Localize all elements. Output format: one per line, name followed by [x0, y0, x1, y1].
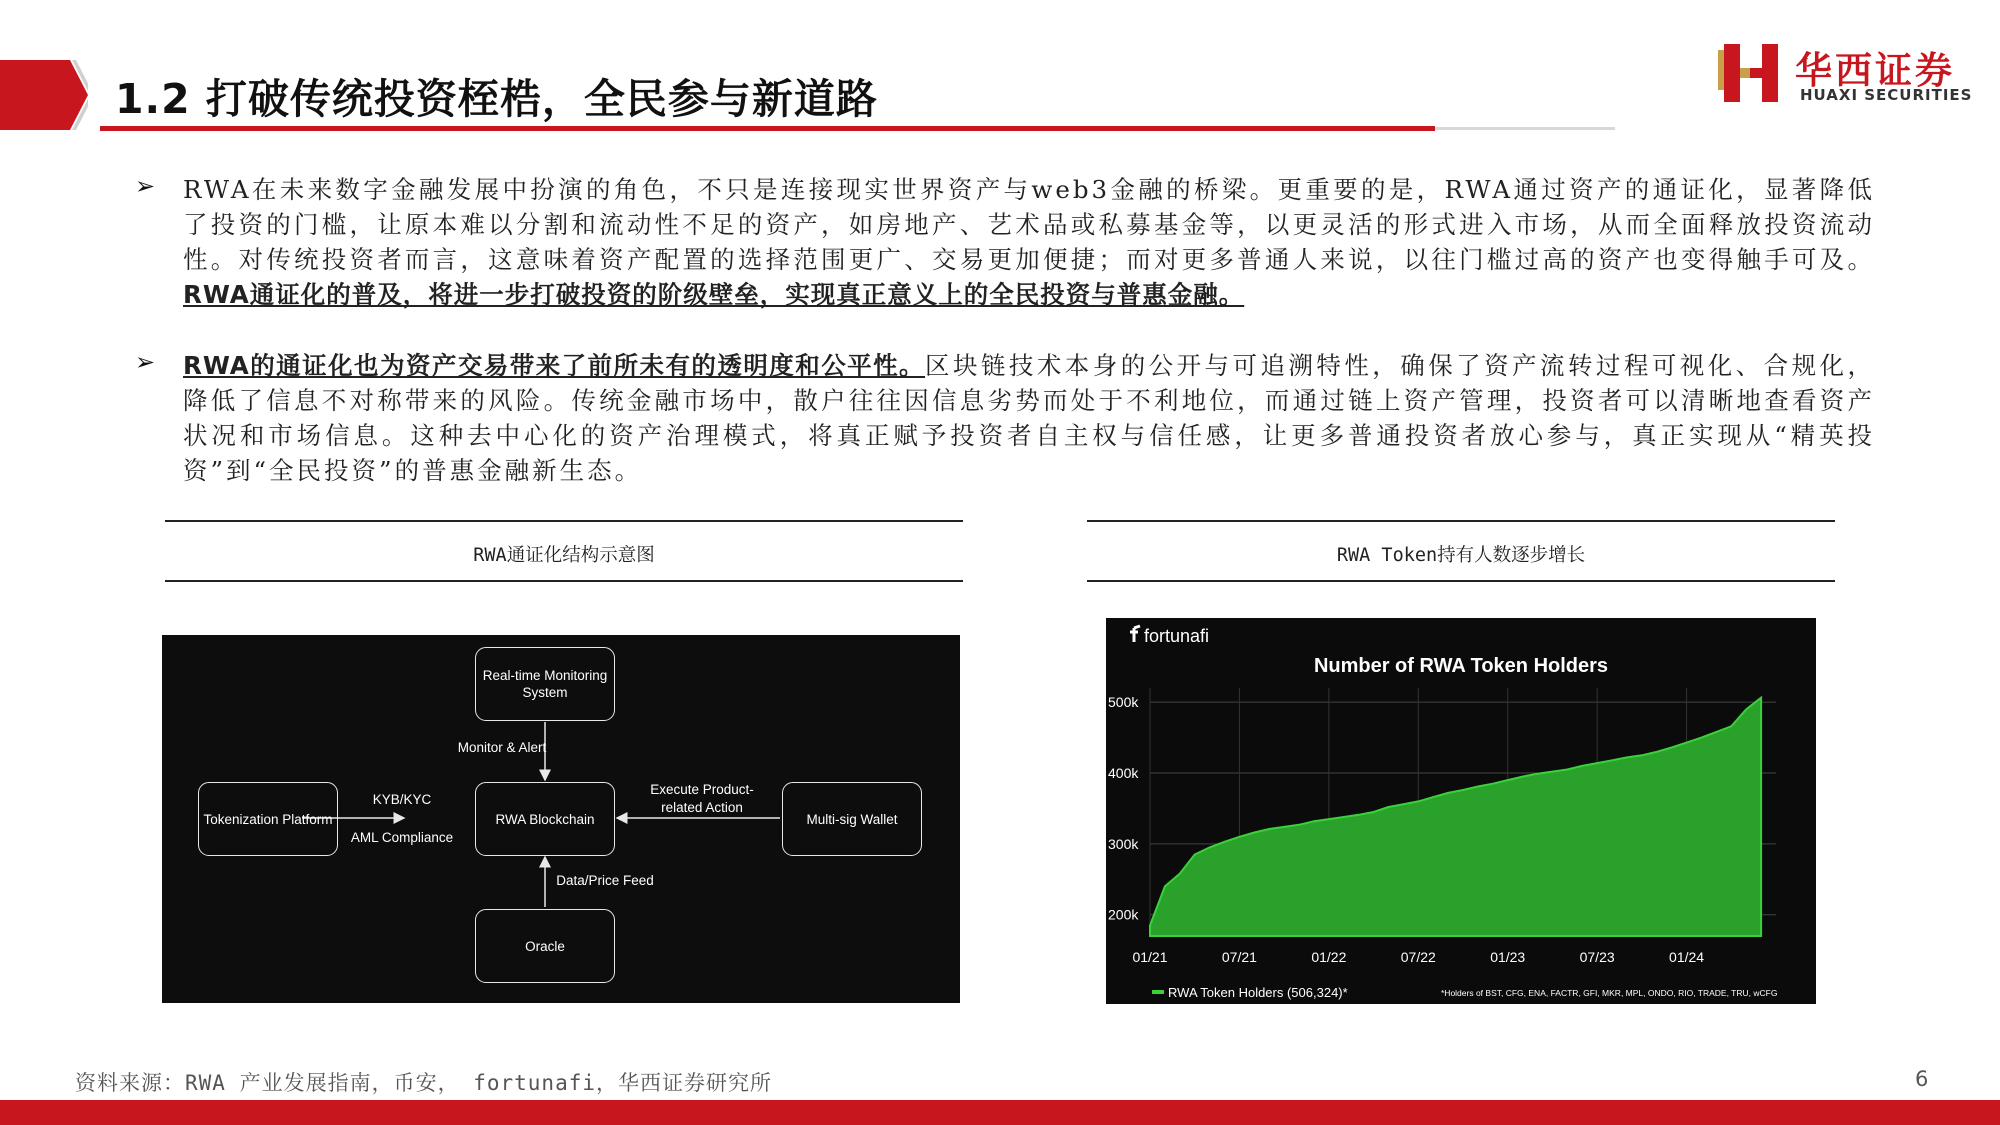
y-tick-label: 500k [1108, 694, 1139, 711]
edge-label-feed: Data/Price Feed [556, 873, 654, 888]
legend-label: RWA Token Holders (506,324)* [1168, 985, 1348, 1000]
node-tokenization: Tokenization Platform [198, 782, 338, 856]
y-tick-label: 400k [1108, 765, 1139, 782]
edge-label-kyb: KYB/KYC [372, 792, 432, 807]
node-blockchain: RWA Blockchain [475, 782, 615, 856]
edge-label-execute-2: related Action [661, 800, 743, 815]
chart-svg [1106, 618, 1816, 1004]
footer-bar [0, 1100, 2000, 1125]
node-wallet: Multi-sig Wallet [782, 782, 922, 856]
x-tick-label: 01/24 [1669, 949, 1705, 965]
chart-title: Number of RWA Token Holders [1313, 655, 1609, 677]
edge-label-aml: AML Compliance [350, 830, 454, 845]
caption-rule-bottom [1087, 580, 1835, 582]
bullet-2-bold: RWA的通证化也为资产交易带来了前所未有的透明度和公平性。 [183, 351, 926, 380]
x-tick-label: 07/21 [1221, 949, 1257, 965]
caption-rule-bottom [165, 580, 963, 582]
token-holders-chart [1106, 618, 1816, 1004]
title-accent-bar [0, 60, 88, 130]
y-tick-label: 200k [1108, 906, 1139, 923]
node-monitoring: Real-time Monitoring System [475, 647, 615, 721]
chart-brand: fortunafi [1144, 626, 1210, 646]
page-title: 1.2 打破传统投资桎梏，全民参与新道路 [115, 75, 878, 123]
title-underline [100, 126, 1435, 131]
caption-rule-top [165, 520, 963, 522]
fortunafi-logo-icon [1130, 626, 1140, 642]
brand-name-cn: 华西证券 [1795, 49, 1955, 92]
x-tick-label: 07/22 [1400, 949, 1436, 965]
figure-left-caption: RWA通证化结构示意图 [473, 545, 655, 566]
title-underline-gray [1435, 127, 1615, 130]
edge-label-monitor: Monitor & Alert [457, 740, 547, 755]
huaxi-logo-icon [1718, 42, 1784, 104]
bullet-arrow-icon: ➢ [135, 348, 156, 376]
x-tick-label: 07/23 [1579, 949, 1615, 965]
chart-footnote: *Holders of BST, CFG, ENA, FACTR, GFI, MKR, MPL, ONDO, RIO, TRADE, TRU, wCFG [1441, 988, 1778, 998]
caption-rule-top [1087, 520, 1835, 522]
series-area [1150, 698, 1761, 936]
rwa-structure-diagram [162, 635, 960, 1003]
figure-right-caption: RWA Token持有人数逐步增长 [1336, 545, 1586, 566]
bullet-1-bold: RWA通证化的普及，将进一步打破投资的阶级壁垒，实现真正意义上的全民投资与普惠金融。 [183, 280, 1245, 309]
x-tick-label: 01/23 [1490, 949, 1526, 965]
bullet-2-text: 区块链技术本身的公开与可追溯特性，确保了资产流转过程可视化、合规化，降低了信息不对称带来的风险。传统金融市场中，散户往往因信息劣势而处于不利地位，而通过链上资产管理，投资者可以清晰地查看资产状况和市场信息。这种去中心化的资产治理模式，将真正赋予投资者自主权与信任感，让更多普通投资者放心参与，真正实现从“精英投资”到“全民投资”的普惠金融新生态。 [183, 351, 1875, 485]
bullet-1-text: RWA在未来数字金融发展中扮演的角色，不只是连接现实世界资产与web3金融的桥梁。更重要的是，RWA通过资产的通证化，显著降低了投资的门槛，让原本难以分割和流动性不足的资产，如房地产、艺术品或私募基金等，以更灵活的形式进入市场，从而全面释放投资流动性。对传统投资者而言，这意味着资产配置的选择范围更广、交易更加便捷；而对更多普通人来说，以往门槛过高的资产也变得触手可及。 [183, 175, 1875, 274]
page-number: 6 [1915, 1067, 1929, 1091]
x-tick-label: 01/21 [1132, 949, 1168, 965]
bullet-1 [135, 172, 1875, 312]
brand-name-en: HUAXI SECURITIES [1800, 86, 1973, 104]
edge-label-execute-1: Execute Product- [650, 782, 754, 797]
bullet-2 [135, 348, 1875, 488]
bullet-arrow-icon: ➢ [135, 172, 156, 200]
x-tick-label: 01/22 [1311, 949, 1347, 965]
node-oracle: Oracle [475, 909, 615, 983]
source-note: 资料来源：RWA 产业发展指南，币安， fortunafi，华西证券研究所 [75, 1071, 773, 1095]
y-tick-label: 300k [1108, 835, 1139, 852]
